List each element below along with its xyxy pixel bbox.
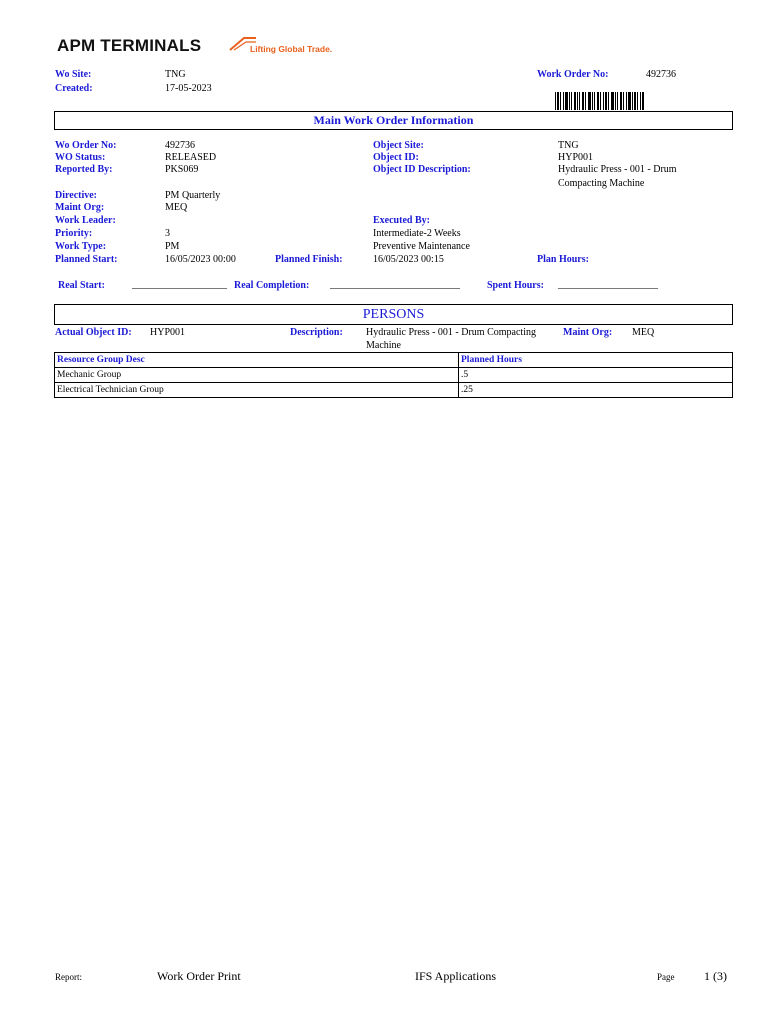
work-order-no-value: 492736	[646, 69, 676, 80]
real-start-blank: ___________________	[132, 279, 227, 290]
object-id-desc-line1: Hydraulic Press - 001 - Drum	[558, 164, 677, 175]
main-info-title: Main Work Order Information	[54, 111, 733, 130]
object-id-value: HYP001	[558, 152, 594, 163]
persons-maint-org-label: Maint Org:	[563, 327, 613, 338]
description-label: Description:	[290, 327, 343, 338]
footer-report-name: Work Order Print	[157, 969, 241, 983]
table-row	[55, 383, 733, 398]
priority-label: Priority:	[55, 228, 93, 239]
footer-report-label: Report:	[55, 972, 82, 982]
maint-org-value: MEQ	[165, 202, 188, 213]
object-id-label: Object ID:	[373, 152, 419, 163]
planned-finish-value: 16/05/2023 00:15	[373, 254, 444, 265]
table-cell-planned-hours: .5	[459, 368, 733, 383]
column-header-resource-group: Resource Group Desc	[55, 353, 459, 368]
work-leader-label: Work Leader:	[55, 215, 116, 226]
real-completion-blank: __________________________	[330, 279, 460, 290]
column-header-planned-hours: Planned Hours	[459, 353, 733, 368]
spent-hours-blank: ____________________	[558, 279, 658, 290]
priority-desc-value: Intermediate-2 Weeks	[373, 228, 461, 239]
planned-finish-label: Planned Finish:	[275, 254, 343, 265]
description-line1: Hydraulic Press - 001 - Drum Compacting	[366, 327, 536, 338]
spent-hours-label: Spent Hours:	[487, 280, 544, 291]
actual-object-id-label: Actual Object ID:	[55, 327, 132, 338]
real-completion-label: Real Completion:	[234, 280, 310, 291]
wo-status-value: RELEASED	[165, 152, 217, 163]
maint-org-label: Maint Org:	[55, 202, 105, 213]
barcode-icon	[555, 92, 645, 110]
directive-label: Directive:	[55, 190, 98, 201]
work-type-value: PM	[165, 241, 180, 252]
work-type-label: Work Type:	[55, 241, 107, 252]
table-header-row	[55, 353, 733, 368]
plan-hours-label: Plan Hours:	[537, 254, 589, 265]
table-cell-resource-group: Electrical Technician Group	[55, 383, 459, 398]
reported-by-label: Reported By:	[55, 164, 113, 175]
persons-title: PERSONS	[54, 304, 733, 325]
work-type-desc-value: Preventive Maintenance	[373, 241, 470, 252]
footer-app-name: IFS Applications	[415, 969, 497, 983]
planned-start-value: 16/05/2023 00:00	[165, 254, 236, 265]
created-value: 17-05-2023	[165, 83, 212, 94]
planned-start-label: Planned Start:	[55, 254, 118, 265]
wo-status-label: WO Status:	[55, 152, 106, 163]
wo-order-no-label: Wo Order No:	[55, 140, 117, 151]
brand-tagline: Lifting Global Trade.	[250, 44, 333, 54]
resource-table	[54, 352, 733, 398]
footer-page-value: 1 (3)	[704, 969, 727, 983]
real-start-label: Real Start:	[58, 280, 105, 291]
wo-site-value: TNG	[165, 69, 186, 80]
actual-object-id-value: HYP001	[150, 327, 186, 338]
object-id-desc-label: Object ID Description:	[373, 164, 471, 175]
reported-by-value: PKS069	[165, 164, 199, 175]
priority-value: 3	[165, 228, 170, 239]
object-site-label: Object Site:	[373, 140, 424, 151]
directive-value: PM Quarterly	[165, 190, 221, 201]
object-id-desc-line2: Compacting Machine	[558, 178, 645, 189]
object-site-value: TNG	[558, 140, 579, 151]
wo-order-no-value: 492736	[165, 140, 195, 151]
created-label: Created:	[55, 83, 93, 94]
executed-by-label: Executed By:	[373, 215, 430, 226]
brand-logo-text: APM TERMINALS	[57, 36, 202, 55]
table-row	[55, 368, 733, 383]
wo-site-label: Wo Site:	[55, 69, 92, 80]
table-cell-planned-hours: .25	[459, 383, 733, 398]
table-cell-resource-group: Mechanic Group	[55, 368, 459, 383]
description-line2: Machine	[366, 340, 401, 351]
footer-page-label: Page	[657, 972, 675, 982]
persons-maint-org-value: MEQ	[632, 327, 655, 338]
work-order-no-label: Work Order No:	[537, 69, 609, 80]
